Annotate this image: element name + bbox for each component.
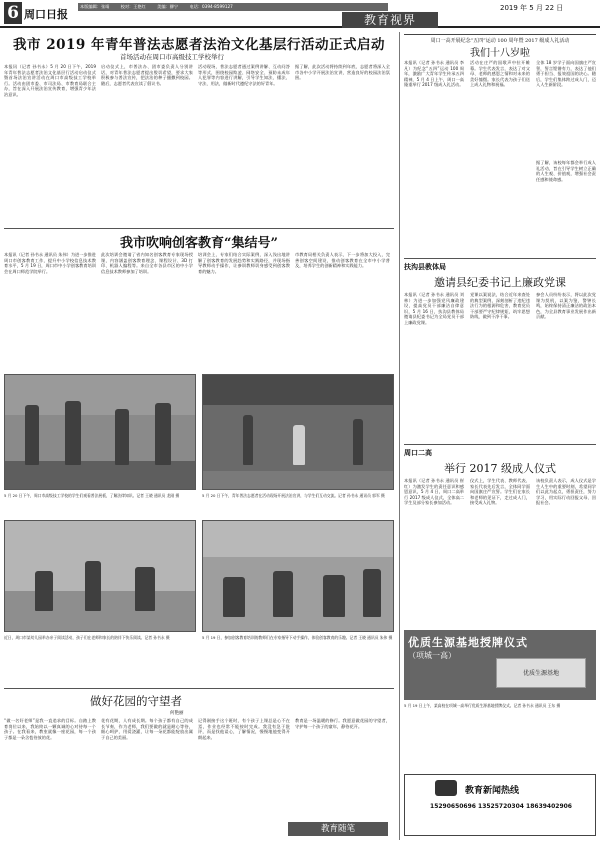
photo-caption: 5 月 20 日下午，周口市高级技工学校的学生们观看普法展板，了解法律知识。记者 王晓 通讯员 龙刚 摄 [4, 493, 180, 498]
column-divider [399, 32, 400, 840]
news-photo [4, 520, 196, 632]
article-column: 市教育局相关负责人表示，下一步将加大投入，完善创客空间建设，推动创客教育在全市中小学普及，培养学生的创新精神和实践能力。 [295, 252, 390, 269]
hotline-numbers: 15290650696 13525720304 18639402906 [430, 803, 572, 810]
article-column: 仪式上，学生代表、教师代表、家长代表先后发言，全体同学面向国旗庄严宣誓。学生们在家长和老师的见证下，走过成人门，接受成人礼物。 [470, 478, 530, 506]
news-photo [202, 374, 394, 490]
article-title: 我市 2019 年青年普法志愿者法治文化基层行活动正式启动 [13, 37, 385, 53]
banner-subtitle: （项城一高） [408, 651, 456, 660]
article-column: 本报讯（记者 孙书永 通讯员 李凡）为纪念“五四”运动 100 周年，激励广大青年学生传承五四精神，5 月 4 日上午，周口一高隆重举行 2017 级成人礼活动。 [404, 60, 464, 88]
essay-column: 花有花期，人有成长期。每个孩子都有自己的成长节奏，作为老师，我们要做的就是耐心等待，细心呵护，用爱浇灌，让每一朵花都能绽放出属于自己的美丽。 [101, 718, 193, 740]
article-column: 据了解，该校每年都会举行成人礼活动，旨在引导学生树立正确的人生观、价值观，增强社会责任感和使命感。 [536, 160, 596, 182]
header-info-item: 美编：柳宁 [157, 4, 179, 9]
article-kicker: 周口二高 [404, 449, 432, 457]
article-column: 全体 18 岁学子面向国旗庄严宣誓，誓言铿锵有力，表达了他们勇于担当、报效祖国的决心。随后，学生们集体跨过成人门，迈入人生新阶段。 [536, 60, 596, 88]
article-column: 活动现场，普法志愿者通过案例讲解、互动问答等形式，围绕校园欺凌、网络安全、预防未成年人犯罪等内容进行讲解，引导学生知法、懂法、守法、用法，做新时代遵纪守法的好青年。 [198, 64, 290, 86]
article-title: 举行 2017 级成人仪式 [444, 462, 556, 475]
article-column: 本报讯（记者 孙书永 通讯员 崔红）为激发学生的责任意识和感恩意识，5 月 4 日，周口二高举行 2017 级成人仪式，全体高二学生及部分家长参加活动。 [404, 478, 464, 506]
article-column: 活动在庄严的国歌声中拉开帷幕。学生代表发言，表达了对父母、老师的感恩之情和对未来的美好憧憬。家长代表为孩子们送上成人礼物和祝福。 [470, 60, 530, 88]
essay-title: 做好花园的守望者 [90, 694, 182, 708]
article-column: 该校负责人表示，成人仪式是学生人生中的重要时刻，希望同学们以此为起点，勇担责任，努力学习，用实际行动回报父母、回报社会。 [536, 478, 596, 506]
photo-caption: 5 月 20 日下午，青年普法志愿者在活动现场开展法治宣讲，与学生们互动交流。记者 孙书永 通讯员 郭军 摄 [202, 493, 385, 498]
header-info-item: 电话：0394-8599127 [189, 4, 233, 9]
news-photo [202, 520, 394, 632]
photo-caption: 5 月 19 日上午，某高校在项城一高举行优质生源基地授牌仪式。记者 孙书永 通讯员 王东 摄 [404, 703, 561, 708]
phone-icon [435, 780, 457, 796]
article-subtitle: 首场活动在周口市高级技工学校举行 [120, 53, 224, 61]
article-kicker: 扶沟县教体局 [404, 263, 446, 271]
divider [404, 258, 596, 259]
banner-title: 优质生源基地授牌仪式 [408, 636, 528, 649]
article-column: 参会人员纷纷表示，将以此次党课为契机，以案为鉴，警钟长鸣，始终保持清正廉洁的政治本色，为全县教育事业发展作出新贡献。 [536, 292, 596, 320]
issue-date: 2019 年 5 月 22 日 [500, 4, 564, 12]
article-column: 培训会上，专家们结合实际案例，深入浅出地讲解了创客教育的发展趋势和实践路径，并现场指导教师动手操作，让参训教师切身感受到创客教育的魅力。 [198, 252, 290, 274]
essay-column: 记得刚接手这个班时，有个孩子上课总是心不在焉，作业也经常不能按时完成。我没有急于批评，而是找他谈心，了解情况，慢慢地他变得开朗起来。 [198, 718, 290, 740]
article-column: 本报讯（记者 孙书永 通讯员 朱伟）为进一步推进周口市创客教育工作，提升中小学校信息技术教育水平，5 月 19 日，周口市中小学创客教育培训会在周口师范学院举行。 [4, 252, 96, 274]
essay-column: 教育是一场温暖的修行。我愿意做花园的守望者，守护每一个孩子的童年，静待花开。 [295, 718, 390, 729]
article-column: 此次培训会邀请了省内知名创客教育专家现场授课，内容涵盖创客教育理念、课程设计、3D 打印、机器人编程等。来自全市各县市区的中小学信息技术教师参加了培训。 [101, 252, 193, 274]
news-photo [4, 374, 196, 490]
photo-caption: 近日，周口市某幼儿园举办亲子阅读活动，孩子们在老师和家长的陪伴下快乐阅读。记者 孙书永 摄 [4, 635, 170, 640]
section-title: 教育视界 [342, 12, 438, 28]
photo-caption: 5 月 19 日，参加创客教育培训的教师们在专家指导下动手操作，体验创客教育的乐趣。记者 王晓 通讯员 朱伟 摄 [202, 635, 393, 640]
news-hotline [404, 774, 596, 836]
essay-author: 何艳丽 [170, 711, 184, 716]
award-plaque: 优质生源基地 [496, 658, 586, 688]
header-info [80, 3, 243, 11]
article-headline: 周口一高开展纪念“五四”运动 100 周年暨 2017 级成人礼活动 [404, 34, 596, 44]
article-column: 党课以案说法，结合近年来查处的典型案例，深刻剖析了违纪违法行为的根源和危害，教育党员干部要严守纪律规矩，筑牢思想防线，做到干净干事。 [470, 292, 530, 320]
ceremony-photo [404, 630, 596, 700]
divider [4, 688, 394, 689]
divider [4, 228, 394, 229]
paper-name: 周口日报 [24, 8, 68, 21]
article-title: 我们十八岁啦 [470, 48, 530, 59]
article-column: 本报讯（记者 孙书永 通讯员 刘林）为进一步加强党风廉政建设，提高党员干部廉洁自律意识，5 月 16 日，扶沟县教体局邀请县纪委书记为全局党员干部上廉政党课。 [404, 292, 464, 325]
article-column: 本报讯（记者 孙书永）5 月 20 日下午，2019 年青年普法志愿者法治文化基层行活动启动仪式暨首场法治宣讲活动在周口市高级技工学校举行。活动由团市委、市司法局、市教育局联合主办，旨在深入开展法治宣传教育，增强青少年法治意识。 [4, 64, 96, 97]
article-title: 我市吹响创客教育“集结号” [120, 236, 278, 251]
column-label: 教育随笔 [288, 822, 388, 836]
article-column: 启动仪式上，市普法办、团市委负责人分别讲话，对青年普法志愿者提出殷切希望，要求大家积极参与普法宣传，把法治的种子播撒到校园。随后，志愿者代表宣读了倡议书。 [101, 64, 193, 86]
page-number: 6 [4, 2, 22, 24]
page-header [0, 0, 600, 28]
essay-column: “做一名好老师”是我一直追求的目标。自踏上教育岗位以来，我始终以一颗真诚的心对待每一个孩子。在我看来，教室就像一座花园，每一个孩子都是一朵含苞待放的花。 [4, 718, 96, 740]
hotline-title: 教育新闻热线 [465, 786, 520, 796]
divider [404, 444, 596, 445]
header-info-item: 本版编辑：张靖 [80, 4, 110, 9]
article-column: 据了解，此次活动将持续到年底，志愿者将深入全市各中小学开展法治宣讲，营造良好的校园法治氛围。 [295, 64, 390, 81]
article-title: 邀请县纪委书记上廉政党课 [434, 276, 566, 289]
header-info-item: 校对：王艳红 [120, 4, 146, 9]
